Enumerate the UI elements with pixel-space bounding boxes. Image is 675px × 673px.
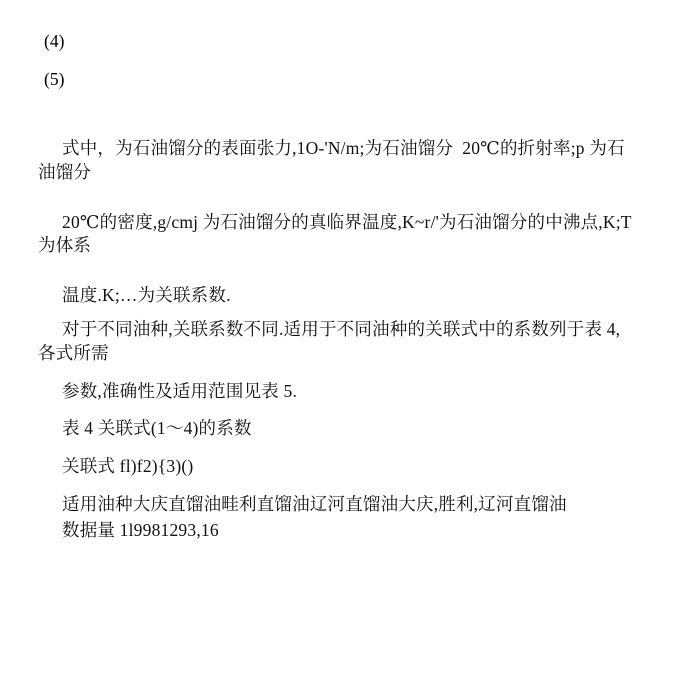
equation-label-4: (4) — [44, 31, 65, 51]
table-row-oil-type: 适用油种大庆直馏油畦利直馏油辽河直馏油大庆,胜利,辽河直馏油 — [62, 493, 567, 514]
table-row-formula: 关联式 fl)f2){3)() — [62, 455, 194, 476]
paragraph-4: 对于不同油种,关联系数不同.适用于不同油种的关联式中的系数列于表 4,各式所需 — [38, 319, 621, 363]
table-row-data-count: 数据量 1l9981293,16 — [62, 520, 219, 541]
paragraph-5: 参数,准确性及适用范围见表 5. — [62, 380, 298, 401]
paragraph-2: 20℃的密度,g/cmj 为石油馏分的真临界温度,K~r/'为石油馏分的中沸点,K;T 为体系 — [38, 211, 636, 256]
equation-label-5: (5) — [44, 68, 65, 89]
table-4-caption: 表 4 关联式(1～4)的系数 — [62, 418, 252, 439]
paragraph-3: 温度.K;…为关联系数. — [62, 284, 231, 305]
paragraph-1: 式中，为石油馏分的表面张力,1O-'N/m;为石油馏分 20℃的折射率;p 为石油馏分 — [38, 138, 625, 182]
